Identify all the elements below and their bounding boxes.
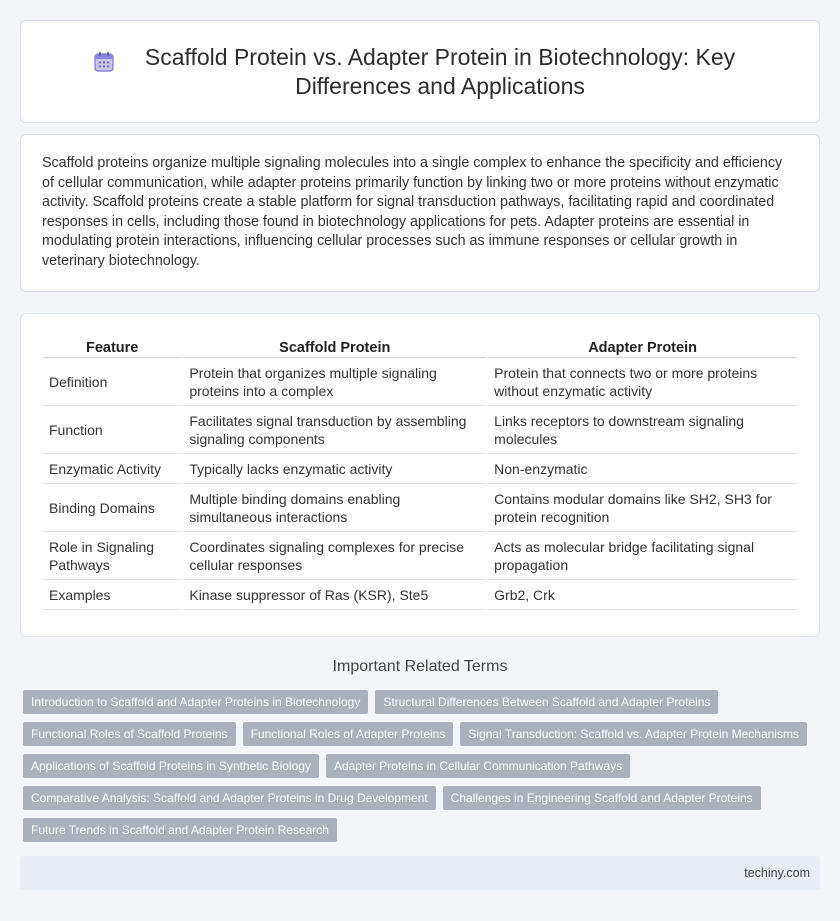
adapter-cell: Grb2, Crk — [488, 580, 797, 610]
tag-row — [23, 690, 823, 714]
feature-cell: Binding Domains — [43, 484, 181, 532]
feature-cell: Definition — [43, 358, 181, 406]
related-term-tag[interactable]: Introduction to Scaffold and Adapter Proteins in Biotechnology — [23, 690, 368, 714]
page-title: Scaffold Protein vs. Adapter Protein in Biotechnology: Key Differences and Applications — [144, 44, 736, 99]
intro-card — [20, 134, 820, 292]
related-term-tag[interactable]: Adapter Proteins in Cellular Communication Pathways — [326, 754, 630, 778]
table-row — [43, 580, 797, 610]
table-row — [43, 358, 797, 406]
comparison-card — [20, 313, 820, 637]
scaffold-cell: Multiple binding domains enabling simultaneous interactions — [183, 484, 486, 532]
tag-row — [23, 786, 823, 810]
related-term-tag[interactable]: Applications of Scaffold Proteins in Synthetic Biology — [23, 754, 319, 778]
related-term-tag[interactable]: Challenges in Engineering Scaffold and Adapter Proteins — [443, 786, 761, 810]
feature-cell: Function — [43, 406, 181, 454]
table-row — [43, 454, 797, 484]
header-scaffold: Scaffold Protein — [183, 334, 486, 358]
scaffold-cell: Kinase suppressor of Ras (KSR), Ste5 — [183, 580, 486, 610]
title-card — [20, 20, 820, 123]
related-terms-list — [23, 690, 823, 850]
table-row — [43, 532, 797, 580]
tag-row — [23, 754, 823, 778]
comparison-table — [41, 334, 799, 610]
adapter-cell: Acts as molecular bridge facilitating signal propagation — [488, 532, 797, 580]
adapter-cell: Links receptors to downstream signaling molecules — [488, 406, 797, 454]
adapter-cell: Contains modular domains like SH2, SH3 for protein recognition — [488, 484, 797, 532]
related-term-tag[interactable]: Comparative Analysis: Scaffold and Adapter Proteins in Drug Development — [23, 786, 436, 810]
footer — [20, 856, 820, 890]
related-term-tag[interactable]: Structural Differences Between Scaffold and Adapter Proteins — [375, 690, 718, 714]
intro-paragraph: Scaffold proteins organize multiple signaling molecules into a single complex to enhance the specificity and efficiency of cellular communication, while adapter proteins primarily function by linking two or more proteins without enzymatic activity. Scaffold proteins create a stable platform for signal transduction pathways, facilitating rapid and coordinated responses in cells, including those found in biotechnology applications for pets. Adapter proteins are essential in modulating protein interactions, influencing cellular processes such as immune responses or cellular growth in veterinary biotechnology. — [42, 155, 783, 269]
feature-cell: Examples — [43, 580, 181, 610]
scaffold-cell: Coordinates signaling complexes for precise cellular responses — [183, 532, 486, 580]
adapter-cell: Non-enzymatic — [488, 454, 797, 484]
related-term-tag[interactable]: Future Trends in Scaffold and Adapter Protein Research — [23, 818, 337, 842]
feature-cell: Role in Signaling Pathways — [43, 532, 181, 580]
scaffold-cell: Facilitates signal transduction by assembling signaling components — [183, 406, 486, 454]
feature-cell: Enzymatic Activity — [43, 454, 181, 484]
related-term-tag[interactable]: Signal Transduction: Scaffold vs. Adapter Protein Mechanisms — [460, 722, 807, 746]
table-row — [43, 484, 797, 532]
related-term-tag[interactable]: Functional Roles of Adapter Proteins — [243, 722, 454, 746]
related-terms-heading: Important Related Terms — [332, 658, 508, 675]
header-adapter: Adapter Protein — [488, 334, 797, 358]
table-row — [43, 406, 797, 454]
calendar-icon — [93, 51, 115, 73]
scaffold-cell: Protein that organizes multiple signaling proteins into a complex — [183, 358, 486, 406]
table-header-row — [43, 334, 797, 358]
adapter-cell: Protein that connects two or more proteins without enzymatic activity — [488, 358, 797, 406]
site-name[interactable]: techiny.com — [744, 866, 810, 880]
scaffold-cell: Typically lacks enzymatic activity — [183, 454, 486, 484]
tag-row — [23, 818, 823, 842]
title-container — [21, 43, 819, 101]
tag-row — [23, 722, 823, 746]
header-feature: Feature — [43, 334, 181, 358]
related-term-tag[interactable]: Functional Roles of Scaffold Proteins — [23, 722, 236, 746]
